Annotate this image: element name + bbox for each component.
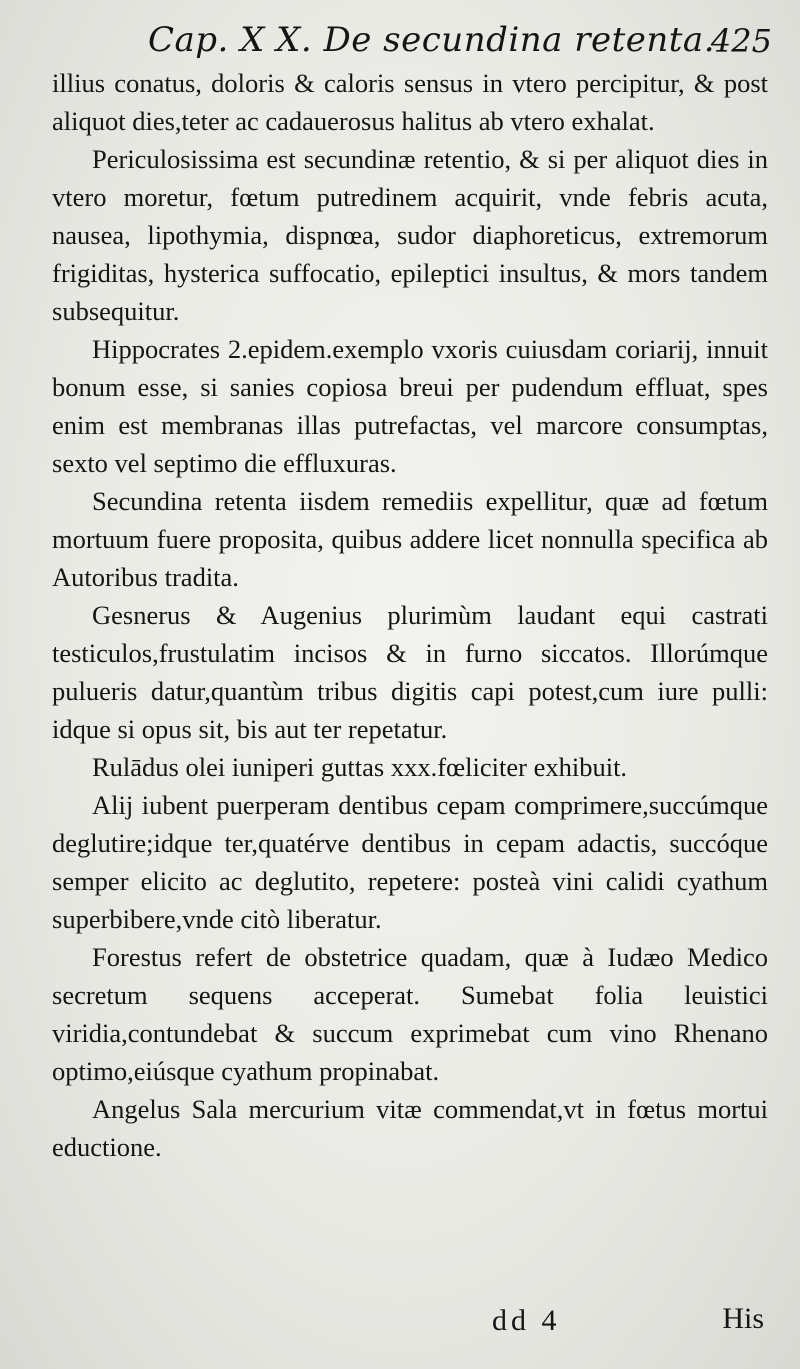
- paragraph: Alij iubent puerperam dentibus cepam comprimere,succúmque deglutire;idque ter,quatérve dentibus in cepam adactis, succóque semper elicito ac deglutito, repetere: posteà vini calidi cyathum superbibere,vnde citò liberatur.: [52, 790, 768, 934]
- paragraph: Forestus refert de obstetrice quadam, quæ à Iudæo Medico secretum sequens acceperat. Sumebat folia leuistici viridia,contundebat & succum exprimebat cum vino Rhenano optimo,eiúsque cyathum propinabat.: [52, 942, 768, 1086]
- paragraph: Secundina retenta iisdem remediis expellitur, quæ ad fœtum mortuum fuere proposita, quibus addere licet nonnulla specifica ab Autoribus tradita.: [52, 486, 768, 592]
- page-header: [148, 20, 772, 66]
- catchword: His: [722, 1302, 764, 1335]
- signature-mark: dd 4: [492, 1304, 561, 1337]
- paragraph: Rulādus olei iuniperi guttas xxx.fœliciter exhibuit.: [92, 752, 628, 782]
- running-title: Cap. X X. De secundina retenta.: [148, 20, 716, 60]
- body-text: [52, 64, 768, 1166]
- paragraph: Angelus Sala mercurium vitæ commendat,vt in fœtus mortui eductione.: [52, 1094, 768, 1162]
- paragraph: Gesnerus & Augenius plurimùm laudant equi castrati testiculos,frustulatim incisos & in furno siccatos. Illorúmque pulueris datur,quantùm tribus digitis capi potest,cum iure pulli: idque si opus sit, bis aut ter repetatur.: [52, 600, 768, 744]
- paragraph: Periculosissima est secundinæ retentio, & si per aliquot dies in vtero moretur, fœtum putredinem acquirit, vnde febris acuta, nausea, lipothymia, dispnœa, sudor diaphoreticus, extremorum frigiditas, hysterica suffocatio, epileptici insultus, & mors tandem subsequitur.: [52, 144, 768, 326]
- paragraph: Hippocrates 2.epidem.exemplo vxoris cuiusdam coriarij, innuit bonum esse, si sanies copiosa breui per pudendum effluat, spes enim est membranas illas putrefactas, vel marcore consumptas, sexto vel septimo die effluxuras.: [52, 334, 768, 478]
- page-number: 425: [710, 22, 772, 60]
- paragraph: illius conatus, doloris & caloris sensus in vtero percipitur, & post aliquot dies,teter ac cadauerosus halitus ab vtero exhalat.: [52, 68, 768, 136]
- page-footer: [0, 1302, 800, 1352]
